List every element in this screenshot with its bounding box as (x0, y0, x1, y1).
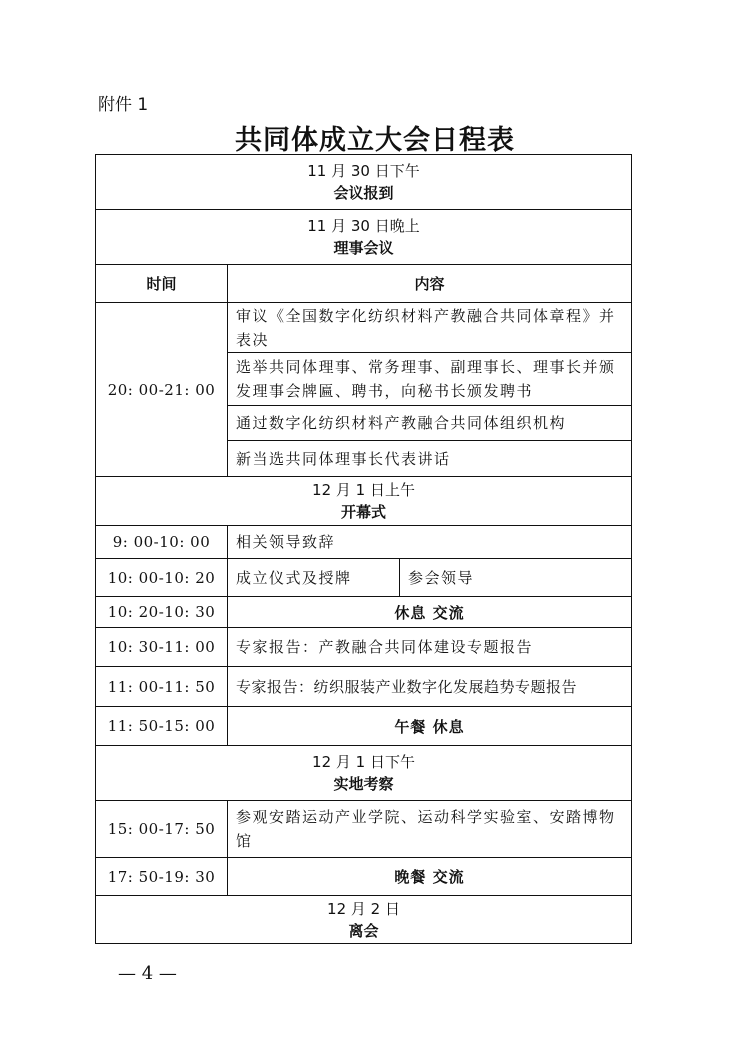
table-header-row (96, 265, 632, 303)
content-cell: 参观安踏运动产业学院、运动科学实验室、安踏博物馆 (228, 801, 632, 858)
section-date: 12 月 2 日 (327, 899, 400, 918)
table-row (96, 526, 632, 559)
section-date: 12 月 1 日下午 (312, 753, 415, 771)
table-row (96, 559, 632, 597)
section-title: 实地考察 (333, 775, 394, 793)
section-title: 离会 (348, 921, 379, 940)
time-cell: 11: 50-15: 00 (96, 707, 228, 746)
content-cell: 晚餐 交流 (228, 858, 632, 896)
section-row-council (96, 210, 632, 265)
content-cell: 审议《全国数字化纺织材料产教融合共同体章程》并表决 (228, 303, 632, 353)
section-row-visit (96, 746, 632, 801)
time-cell: 17: 50-19: 30 (96, 858, 228, 896)
section-row-opening (96, 477, 632, 526)
table-row (96, 597, 632, 628)
content-cell: 成立仪式及授牌 (228, 559, 400, 597)
time-cell: 11: 00-11: 50 (96, 667, 228, 707)
section-title: 会议报到 (333, 184, 394, 202)
time-cell: 10: 00-10: 20 (96, 559, 228, 597)
section-row-departure (96, 896, 632, 944)
page-number: — 4 — (118, 963, 177, 984)
content-cell: 选举共同体理事、常务理事、副理事长、理事长并颁发理事会牌匾、聘书，向秘书长颁发聘书 (228, 353, 632, 406)
header-time: 时间 (96, 265, 228, 303)
table-row (96, 667, 632, 707)
schedule-table (95, 154, 632, 944)
section-title: 开幕式 (340, 503, 386, 521)
time-cell: 9: 00-10: 00 (96, 526, 228, 559)
content-cell: 休息 交流 (228, 597, 632, 628)
section-row-registration (96, 155, 632, 210)
time-cell: 10: 30-11: 00 (96, 628, 228, 667)
content-cell: 相关领导致辞 (228, 526, 632, 559)
section-title: 理事会议 (333, 239, 394, 257)
table-row (96, 628, 632, 667)
table-row (96, 303, 632, 353)
section-date: 11 月 30 日下午 (307, 162, 420, 180)
time-cell: 10: 20-10: 30 (96, 597, 228, 628)
time-cell: 15: 00-17: 50 (96, 801, 228, 858)
table-row (96, 801, 632, 858)
table-row (96, 707, 632, 746)
content-cell: 新当选共同体理事长代表讲话 (228, 441, 632, 477)
section-date: 12 月 1 日上午 (312, 481, 415, 499)
table-row (96, 858, 632, 896)
attachment-label: 附件 1 (98, 95, 149, 115)
header-content: 内容 (228, 265, 632, 303)
document-title: 共同体成立大会日程表 (235, 125, 515, 156)
content-cell: 午餐 休息 (228, 707, 632, 746)
content-cell: 专家报告：产教融合共同体建设专题报告 (228, 628, 632, 667)
section-date: 11 月 30 日晚上 (307, 217, 420, 235)
time-cell: 20: 00-21: 00 (96, 303, 228, 477)
content-cell-extra: 参会领导 (400, 559, 632, 597)
content-cell: 专家报告：纺织服装产业数字化发展趋势专题报告 (228, 667, 632, 707)
content-cell: 通过数字化纺织材料产教融合共同体组织机构 (228, 406, 632, 441)
